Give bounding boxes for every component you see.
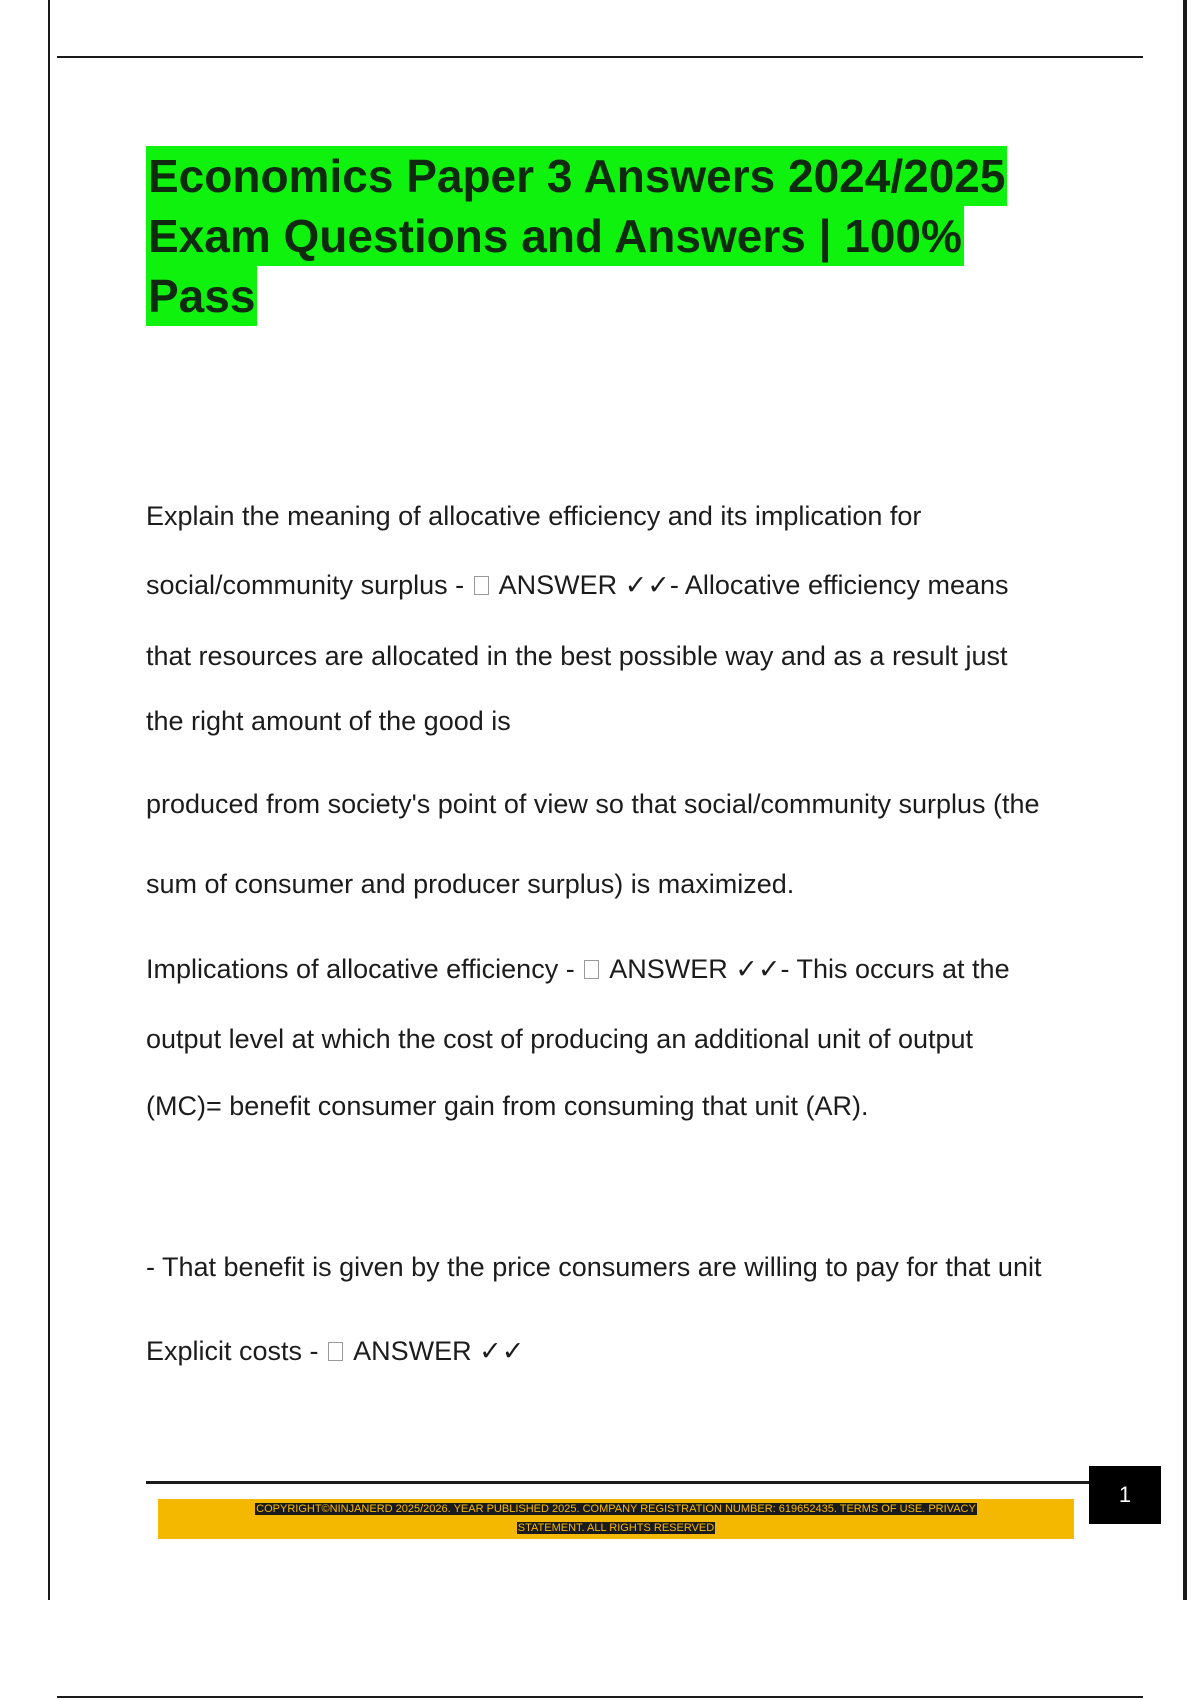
missing-glyph-icon	[328, 1342, 343, 1361]
answer-text: ANSWER ✓✓- This occurs at the	[609, 954, 1010, 984]
page-number: 1	[1089, 1466, 1161, 1524]
body-line-3: that resources are allocated in the best possible way and as a result just	[146, 641, 1008, 671]
title-line-2: Exam Questions and Answers | 100%	[146, 206, 964, 266]
body-line-10: - That benefit is given by the price consumers are willing to pay for that unit	[146, 1252, 1042, 1282]
document-title	[146, 146, 1106, 326]
page-right-border	[1183, 0, 1187, 1600]
missing-glyph-icon	[474, 576, 489, 595]
question-text: Explicit costs -	[146, 1336, 319, 1366]
header-rule	[57, 56, 1143, 58]
question-text: Implications of allocative efficiency -	[146, 954, 575, 984]
title-line-1: Economics Paper 3 Answers 2024/2025	[146, 146, 1007, 206]
body-line-1: Explain the meaning of allocative efficiency and its implication for	[146, 501, 922, 531]
body-line-9: (MC)= benefit consumer gain from consuming that unit (AR).	[146, 1091, 869, 1121]
answer-text: ANSWER ✓✓	[353, 1336, 525, 1366]
body-line-8: output level at which the cost of producing an additional unit of output	[146, 1024, 974, 1054]
footer-rule	[146, 1481, 1090, 1484]
missing-glyph-icon	[584, 960, 599, 979]
copyright-line-2: STATEMENT. ALL RIGHTS RESERVED	[517, 1522, 715, 1534]
next-page-rule	[57, 1696, 1143, 1698]
title-line-3: Pass	[146, 266, 257, 326]
question-text: social/community surplus -	[146, 570, 465, 600]
body-line-7	[146, 954, 1010, 984]
body-line-6: sum of consumer and producer surplus) is maximized.	[146, 869, 795, 899]
body-line-4: the right amount of the good is	[146, 706, 511, 736]
answer-text: ANSWER ✓✓- Allocative efficiency means	[498, 570, 1009, 600]
copyright-line-1: COPYRIGHT©NINJANERD 2025/2026. YEAR PUBLISHED 2025. COMPANY REGISTRATION NUMBER: 619652435. TERMS OF USE. PRIVACY	[256, 1503, 976, 1515]
body-line-5: produced from society's point of view so that social/community surplus (the	[146, 789, 1040, 819]
body-line-2	[146, 570, 1009, 600]
copyright-notice	[158, 1500, 1074, 1538]
body-line-11	[146, 1336, 524, 1366]
page-left-border	[48, 0, 50, 1600]
